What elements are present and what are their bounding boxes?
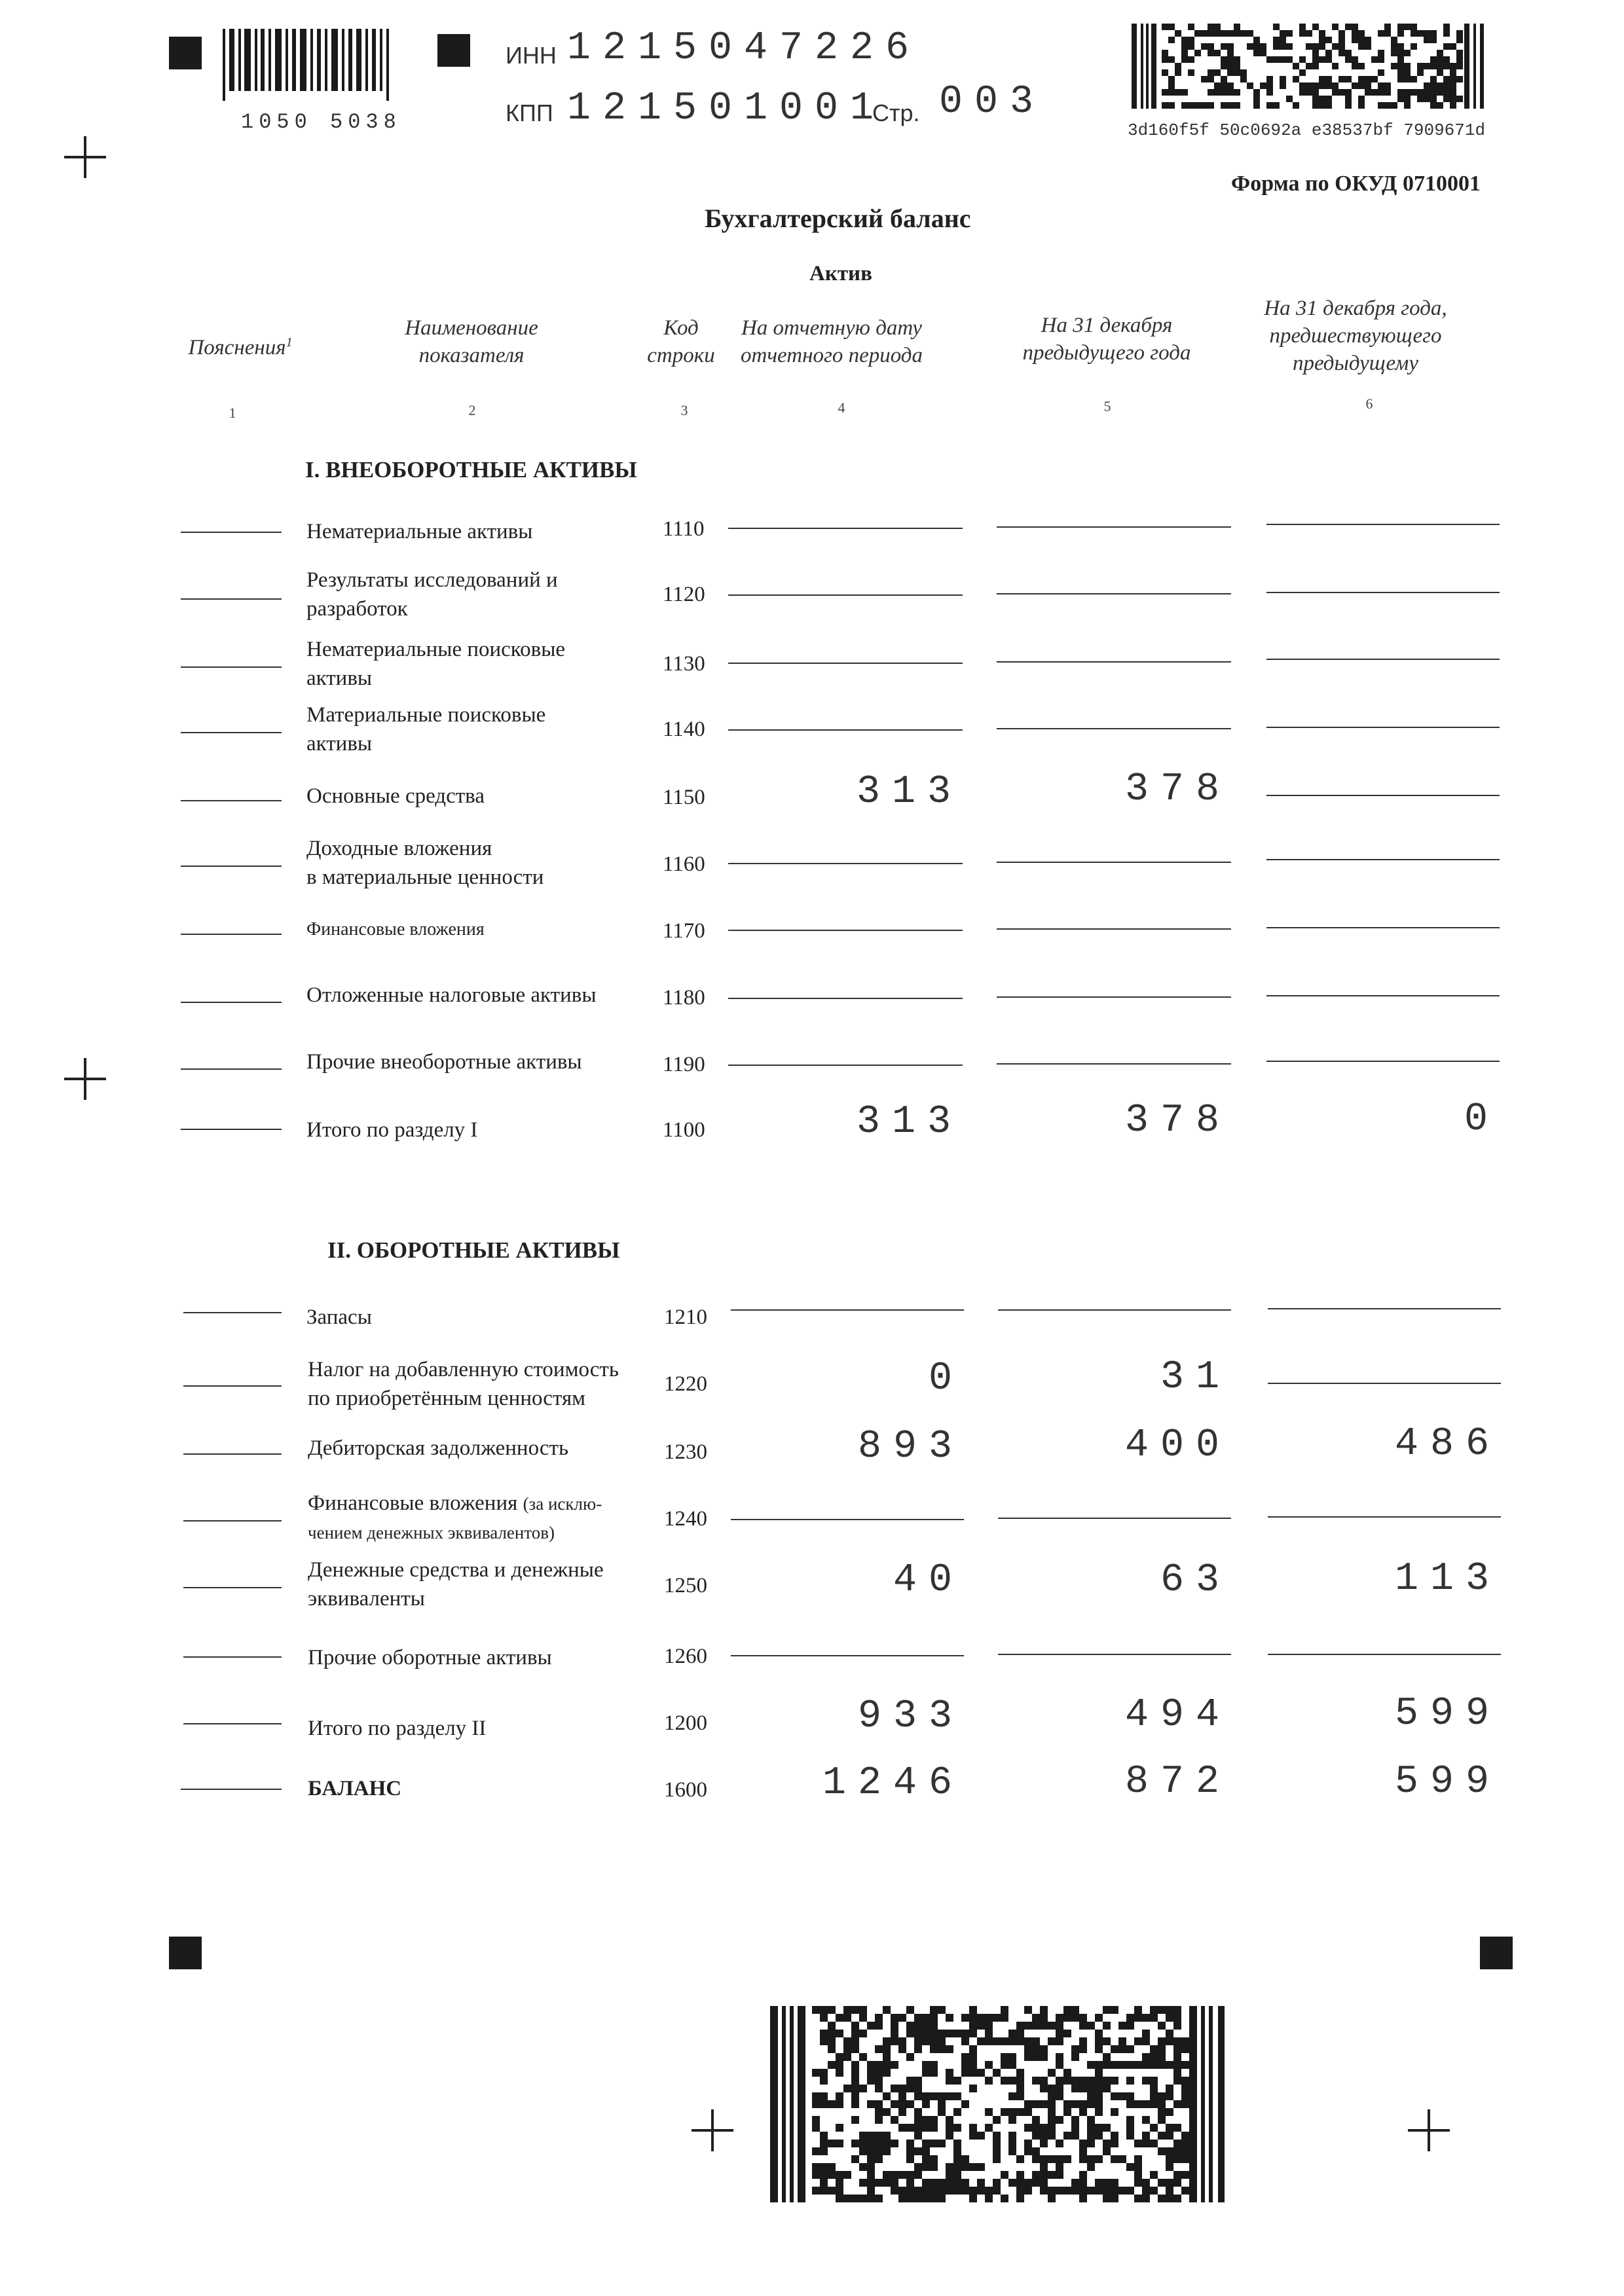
value-line-prev xyxy=(997,661,1231,663)
row-code: 1250 xyxy=(664,1574,707,1597)
value-line-preprev xyxy=(1266,592,1500,593)
value-current: 40 xyxy=(893,1558,964,1603)
value-line-current xyxy=(728,663,963,664)
value-current: 933 xyxy=(857,1694,964,1739)
value-line-current xyxy=(728,528,963,529)
crop-mark-icon xyxy=(1408,2109,1450,2151)
value-line-prev xyxy=(998,1518,1231,1519)
value-prev: 378 xyxy=(1124,767,1231,812)
column-header-preprev xyxy=(1244,295,1467,377)
notes-blank-line xyxy=(181,800,282,801)
row-code: 1260 xyxy=(664,1645,707,1668)
registration-square xyxy=(437,34,470,67)
value-line-preprev xyxy=(1268,1654,1501,1655)
value-line-prev xyxy=(998,1654,1231,1655)
value-preprev: 113 xyxy=(1394,1557,1501,1601)
notes-blank-line xyxy=(181,1789,282,1790)
row-label: Материальные поисковые активы xyxy=(306,703,546,756)
value-line-preprev xyxy=(1268,1308,1501,1309)
value-line-preprev xyxy=(1266,727,1500,728)
value-line-prev xyxy=(997,593,1231,594)
value-line-prev xyxy=(997,1063,1231,1065)
row-label: Нематериальные поисковые активы xyxy=(306,638,566,690)
row-code: 1180 xyxy=(663,986,705,1010)
hash-text: 3d160f5f 50c0692a e38537bf 7909671d xyxy=(1128,120,1486,140)
crop-mark-icon xyxy=(692,2109,733,2151)
column-notes-label: Пояснения xyxy=(188,336,286,359)
value-line-preprev xyxy=(1266,859,1500,860)
row-code: 1210 xyxy=(664,1305,707,1329)
value-line-current xyxy=(728,594,963,596)
page-label: Стр. xyxy=(872,100,920,126)
row-code: 1100 xyxy=(663,1118,705,1142)
row-label: Итого по разделу I xyxy=(306,1118,478,1142)
pdf417-barcode xyxy=(770,2006,1227,2202)
value-preprev: 599 xyxy=(1394,1692,1501,1736)
value-line-current xyxy=(728,729,963,731)
column-number: 4 xyxy=(838,399,845,416)
column-number: 6 xyxy=(1365,395,1373,412)
okud-code: Форма по ОКУД 0710001 xyxy=(1231,172,1481,196)
row-code: 1170 xyxy=(663,919,705,943)
column-header-code xyxy=(635,314,727,369)
value-preprev: 486 xyxy=(1394,1422,1501,1467)
notes-blank-line xyxy=(181,598,282,600)
row-label: БАЛАНС xyxy=(308,1777,402,1800)
column-prev-line1: На 31 декабря xyxy=(1041,314,1173,337)
column-preprev-line3: предыдущему xyxy=(1292,352,1419,375)
value-line-preprev xyxy=(1266,659,1500,660)
column-number: 1 xyxy=(229,405,236,421)
notes-blank-line xyxy=(181,732,282,733)
row-code: 1110 xyxy=(663,517,705,541)
value-prev: 494 xyxy=(1124,1693,1231,1738)
column-preprev-line1: На 31 декабря года, xyxy=(1264,297,1447,320)
row-code: 1190 xyxy=(663,1053,705,1076)
column-header-name xyxy=(373,314,570,369)
row-label: Отложенные налоговые активы xyxy=(306,983,597,1007)
section-subtitle: Актив xyxy=(809,262,872,285)
notes-blank-line xyxy=(183,1312,282,1313)
value-line-prev xyxy=(997,928,1231,930)
row-code: 1160 xyxy=(663,852,705,876)
value-line-current xyxy=(728,863,963,864)
notes-blank-line xyxy=(183,1520,282,1522)
value-prev: 400 xyxy=(1124,1423,1231,1468)
value-line-prev xyxy=(997,862,1231,863)
registration-square xyxy=(1480,1937,1513,1969)
footnote-mark: 1 xyxy=(286,335,293,350)
linear-barcode xyxy=(223,29,399,107)
section-heading-current: II. ОБОРОТНЫЕ АКТИВЫ xyxy=(327,1237,620,1263)
value-line-preprev xyxy=(1266,795,1500,796)
row-label: Запасы xyxy=(306,1305,372,1329)
value-line-current xyxy=(731,1519,964,1520)
value-line-current xyxy=(728,998,963,999)
column-number: 5 xyxy=(1103,398,1111,414)
column-code-line1: Код xyxy=(663,316,699,340)
column-code-line2: строки xyxy=(647,344,715,367)
column-number: 2 xyxy=(468,402,476,418)
row-label: Прочие оборотные активы xyxy=(308,1646,552,1669)
value-line-current xyxy=(728,930,963,931)
value-prev: 872 xyxy=(1124,1760,1231,1804)
notes-blank-line xyxy=(181,666,282,668)
notes-blank-line xyxy=(183,1453,282,1455)
notes-blank-line xyxy=(181,866,282,867)
notes-blank-line xyxy=(181,1002,282,1003)
value-line-prev xyxy=(997,728,1231,729)
row-code: 1130 xyxy=(663,652,705,676)
crop-mark-icon xyxy=(64,136,106,178)
value-line-preprev xyxy=(1266,1061,1500,1062)
page-number: 003 xyxy=(939,80,1046,124)
crop-mark-icon xyxy=(64,1058,106,1100)
kpp-label: КПП xyxy=(506,100,553,126)
row-label: Основные средства xyxy=(306,784,485,808)
section-heading-noncurrent: I. ВНЕОБОРОТНЫЕ АКТИВЫ xyxy=(305,457,637,483)
value-line-prev xyxy=(998,1309,1231,1311)
column-number: 3 xyxy=(680,402,688,418)
value-prev: 63 xyxy=(1160,1558,1231,1603)
column-name-line1: Наименование xyxy=(405,316,538,340)
value-line-current xyxy=(728,1065,963,1066)
notes-blank-line xyxy=(181,1129,282,1130)
value-line-prev xyxy=(997,996,1231,998)
notes-blank-line xyxy=(183,1656,282,1658)
registration-square xyxy=(169,37,202,69)
value-line-preprev xyxy=(1268,1516,1501,1518)
row-label: Результаты исследований и разработок xyxy=(306,568,558,621)
row-code: 1230 xyxy=(664,1440,707,1464)
value-preprev: 599 xyxy=(1394,1760,1501,1804)
row-label: Финансовые вложения xyxy=(306,919,485,939)
value-line-preprev xyxy=(1266,927,1500,928)
row-label: Итого по разделу II xyxy=(308,1717,487,1740)
row-label: Финансовые вложения (за исклю- чением денежных эквивалентов) xyxy=(308,1491,602,1542)
value-line-prev xyxy=(997,526,1231,528)
value-line-preprev xyxy=(1266,524,1500,525)
column-header-current xyxy=(727,314,936,369)
row-label: Нематериальные активы xyxy=(306,520,533,543)
row-label: Доходные вложения в материальные ценности xyxy=(306,837,544,889)
row-code: 1150 xyxy=(663,786,705,809)
page-title: Бухгалтерский баланс xyxy=(705,204,971,233)
row-label: Денежные средства и денежные эквиваленты xyxy=(308,1558,604,1611)
value-preprev: 0 xyxy=(1464,1097,1500,1142)
inn-label: ИНН xyxy=(506,42,557,69)
row-code: 1220 xyxy=(664,1372,707,1396)
row-label: Дебиторская задолженность xyxy=(308,1436,569,1460)
column-preprev-line2: предшествующего xyxy=(1269,324,1442,348)
column-name-line2: показателя xyxy=(418,344,525,367)
notes-blank-line xyxy=(181,532,282,533)
value-prev: 378 xyxy=(1124,1099,1231,1143)
value-prev: 31 xyxy=(1160,1355,1231,1400)
value-current: 0 xyxy=(928,1357,964,1401)
row-code: 1240 xyxy=(664,1507,707,1531)
row-code: 1600 xyxy=(664,1778,707,1802)
row-code: 1200 xyxy=(664,1711,707,1735)
row-code: 1140 xyxy=(663,718,705,741)
value-line-preprev xyxy=(1268,1383,1501,1384)
value-current: 313 xyxy=(856,1100,963,1144)
column-current-line2: отчетного периода xyxy=(740,344,923,367)
row-label: Прочие внеоборотные активы xyxy=(306,1050,582,1074)
notes-blank-line xyxy=(183,1385,282,1387)
value-line-current xyxy=(731,1309,964,1311)
kpp-value: 121501001 xyxy=(567,86,886,131)
row-label: Налог на добавленную стоимость по приобретённым ценностям xyxy=(308,1358,619,1410)
column-current-line1: На отчетную дату xyxy=(741,316,923,340)
value-current: 893 xyxy=(857,1425,964,1469)
value-current: 313 xyxy=(856,770,963,814)
notes-blank-line xyxy=(183,1723,282,1724)
column-header-prev xyxy=(995,312,1218,367)
value-current: 1246 xyxy=(822,1761,964,1806)
column-prev-line2: предыдущего года xyxy=(1022,341,1191,365)
inn-value: 1215047226 xyxy=(567,26,921,71)
notes-blank-line xyxy=(183,1587,282,1588)
notes-blank-line xyxy=(181,934,282,935)
column-header-notes xyxy=(178,329,303,361)
registration-square xyxy=(169,1937,202,1969)
barcode-number: 1050 5038 xyxy=(241,110,401,134)
pdf417-barcode xyxy=(1132,24,1489,109)
value-line-current xyxy=(731,1655,964,1656)
row-code: 1120 xyxy=(663,583,705,606)
notes-blank-line xyxy=(181,1068,282,1070)
value-line-preprev xyxy=(1266,995,1500,996)
